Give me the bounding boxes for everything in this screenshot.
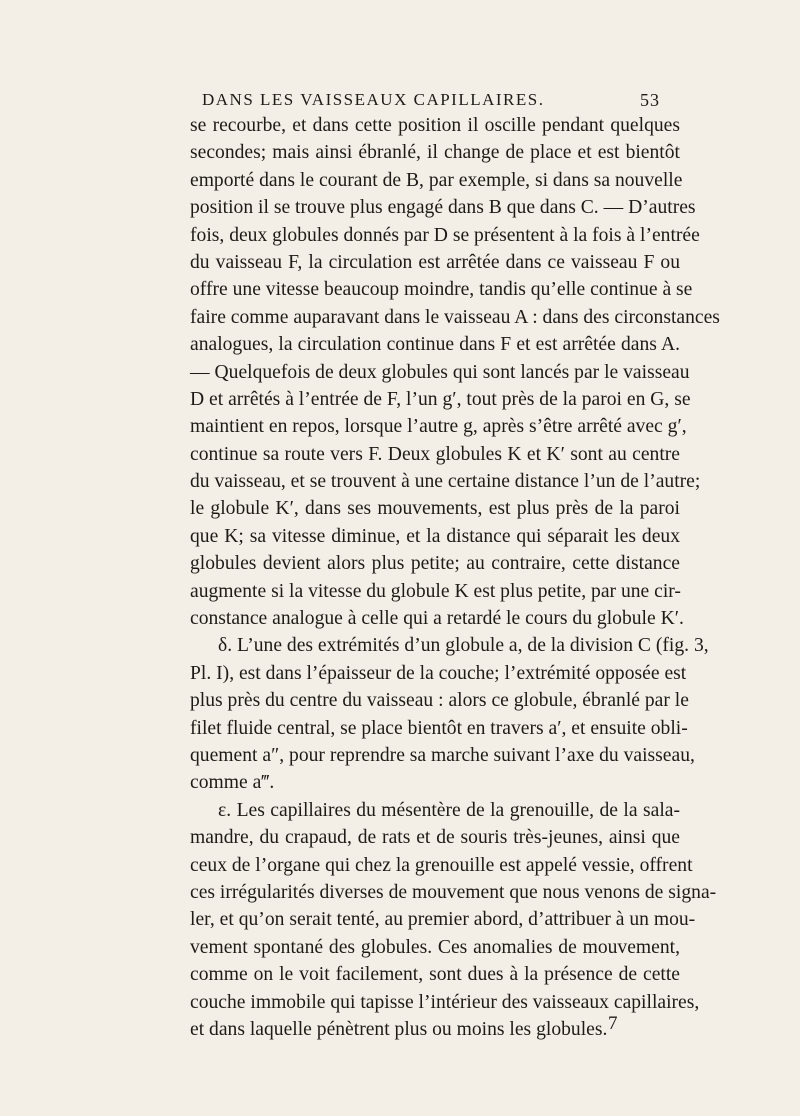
- text-line: que K; sa vitesse diminue, et la distance qui séparait les deux: [190, 525, 680, 547]
- text-line: ces irrégularités diverses de mouvement que nous venons de signa-: [190, 881, 717, 903]
- text-line: mandre, du crapaud, de rats et de souris très-jeunes, ainsi que: [190, 827, 680, 849]
- text-line: comme on le voit facilement, sont dues à la présence de cette: [190, 964, 680, 986]
- text-line: couche immobile qui tapisse l’intérieur des vaisseaux capillaires,: [190, 991, 700, 1013]
- running-title: DANS LES VAISSEAUX CAPILLAIRES.: [202, 90, 545, 109]
- text-line: augmente si la vitesse du globule K est plus petite, par une cir-: [190, 580, 681, 602]
- text-line: faire comme auparavant dans le vaisseau A : dans des circonstances: [190, 306, 720, 328]
- text-line: Pl. I), est dans l’épaisseur de la couche; l’extrémité opposée est: [190, 662, 687, 684]
- text-line: ler, et qu’on serait tenté, au premier abord, d’attribuer à un mou-: [190, 909, 696, 931]
- text-line: fois, deux globules donnés par D se présentent à la fois à l’entrée: [190, 224, 700, 246]
- text-line: et dans laquelle pénètrent plus ou moins les globules.: [190, 1018, 608, 1040]
- text-line: secondes; mais ainsi ébranlé, il change de place et est bientôt: [190, 142, 680, 164]
- page-number: 53: [640, 90, 660, 110]
- text-line: globules devient alors plus petite; au contraire, cette distance: [190, 553, 680, 575]
- text-line: δ. L’une des extrémités d’un globule a, de la division C (fig. 3,: [218, 635, 709, 657]
- text-line: emporté dans le courant de B, par exemple, si dans sa nouvelle: [190, 169, 683, 191]
- text-line: constance analogue à celle qui a retardé le cours du globule K′.: [190, 608, 684, 630]
- text-line: le globule K′, dans ses mouvements, est plus près de la paroi: [190, 498, 680, 520]
- text-line: se recourbe, et dans cette position il oscille pendant quelques: [190, 115, 680, 136]
- signature-mark: 7: [608, 1013, 618, 1034]
- text-line: D et arrêtés à l’entrée de F, l’un g′, tout près de la paroi en G, se: [190, 388, 691, 410]
- text-line: ε. Les capillaires du mésentère de la grenouille, de la sala-: [218, 799, 680, 821]
- body-text: [190, 112, 720, 1043]
- text-line: continue sa route vers F. Deux globules K et K′ sont au centre: [190, 443, 680, 465]
- text-line: filet fluide central, se place bientôt en travers a′, et ensuite obli-: [190, 717, 688, 739]
- text-line: quement a″, pour reprendre sa marche suivant l’axe du vaisseau,: [190, 744, 695, 766]
- text-line: analogues, la circulation continue dans F et est arrêtée dans A.: [190, 334, 680, 356]
- text-line: comme a‴.: [190, 772, 275, 794]
- text-line: ceux de l’organe qui chez la grenouille est appelé vessie, offrent: [190, 854, 693, 876]
- text-line: du vaisseau F, la circulation est arrêtée dans ce vaisseau F ou: [190, 251, 680, 273]
- text-line: vement spontané des globules. Ces anomalies de mouvement,: [190, 936, 680, 958]
- text-line: plus près du centre du vaisseau : alors ce globule, ébranlé par le: [190, 690, 689, 712]
- text-line: position il se trouve plus engagé dans B que dans C. — D’autres: [190, 197, 696, 219]
- text-line: maintient en repos, lorsque l’autre g, après s’être arrêté avec g′,: [190, 416, 687, 438]
- text-line: — Quelquefois de deux globules qui sont lancés par le vaisseau: [190, 361, 690, 383]
- text-line: du vaisseau, et se trouvent à une certaine distance l’un de l’autre;: [190, 471, 701, 493]
- text-line: offre une vitesse beaucoup moindre, tandis qu’elle continue à se: [190, 279, 693, 301]
